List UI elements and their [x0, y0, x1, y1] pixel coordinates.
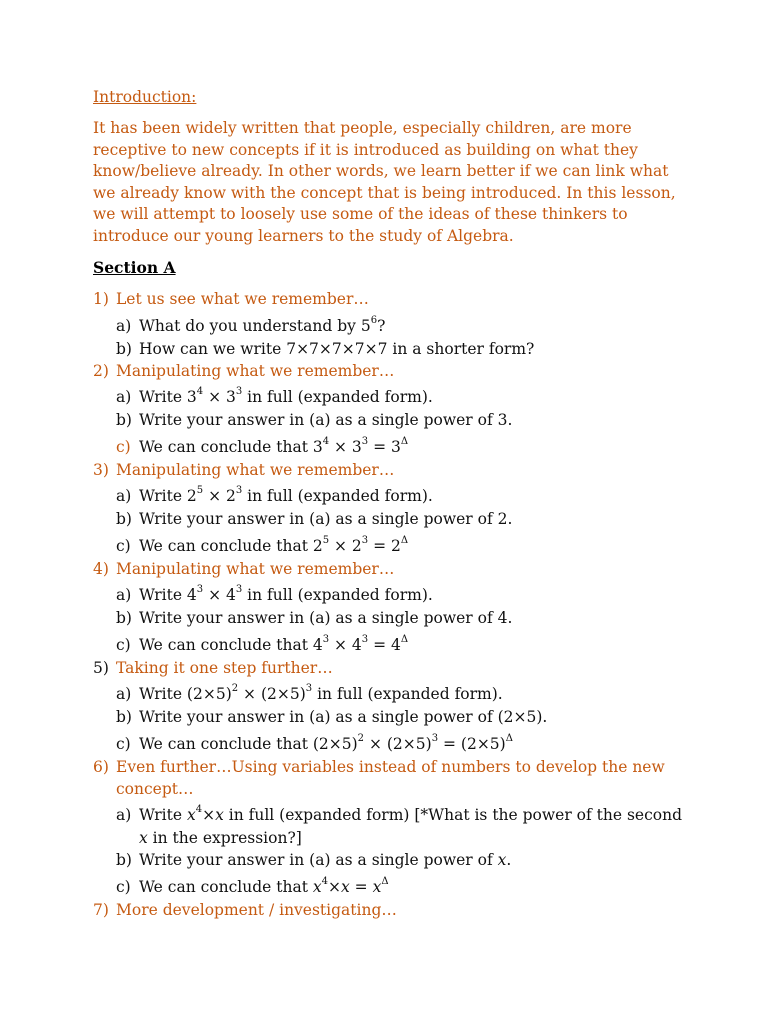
item-heading: More development / investigating…: [116, 901, 397, 919]
sub-text: Write your answer in (a) as a single power of 4.: [139, 609, 513, 627]
section-a-title: Section A: [93, 258, 176, 277]
sub-text: We can conclude that $3^4 \times 3^3 = 3^\Delta$: [139, 435, 409, 456]
item-number: 6): [93, 758, 109, 776]
sub-text: Write your answer in (a) as a single power of 2.: [139, 510, 513, 528]
sub-text: Write $x^4\times x$ in full (expanded form) [*What is the power of the second: [139, 803, 683, 824]
sub-text: We can conclude that $(2\times 5)^2 \times (2\times 5)^3 = (2\times 5)^\Delta$: [139, 732, 513, 753]
sub-label: b): [116, 340, 132, 358]
item-heading-continued: concept…: [116, 780, 194, 798]
item-heading: Manipulating what we remember…: [116, 560, 395, 578]
sub-label: c): [116, 438, 131, 456]
item-number: 5): [93, 659, 109, 677]
item-heading: Manipulating what we remember…: [116, 461, 395, 479]
sub-label: a): [116, 806, 132, 824]
sub-text: Write your answer in (a) as a single power of (2×5).: [139, 708, 548, 726]
sub-label: a): [116, 388, 132, 406]
sub-text: What do you understand by $5^6$?: [139, 314, 386, 335]
item-number: 3): [93, 461, 109, 479]
introduction-paragraph: It has been widely written that people, especially children, are more receptive to new concepts if it is introduced as building on what they know/believe already. In other words, we learn better if we can link what we already know with the concept that is being introduced. In this lesson, we will attempt to loosely use some of the ideas of these thinkers to introduce our young learners to the study of Algebra.: [93, 119, 676, 245]
item-number: 7): [93, 901, 109, 919]
sub-label: b): [116, 851, 132, 869]
sub-text: We can conclude that $x^4\times x = x^\Delta$: [139, 875, 389, 896]
item-number: 1): [93, 290, 109, 308]
sub-label: a): [116, 586, 132, 604]
item-heading: Manipulating what we remember…: [116, 362, 395, 380]
item-number: 4): [93, 560, 109, 578]
sub-text: How can we write 7×7×7×7×7 in a shorter form?: [139, 340, 535, 358]
sub-text: We can conclude that $4^3 \times 4^3 = 4^\Delta$: [139, 633, 409, 654]
sub-label: b): [116, 708, 132, 726]
sub-label: c): [116, 636, 131, 654]
sub-label: b): [116, 411, 132, 429]
sub-label: a): [116, 685, 132, 703]
item-number: 2): [93, 362, 109, 380]
introduction-heading: Introduction:: [93, 88, 197, 106]
sub-text: Write $3^4 \times 3^3$ in full (expanded form).: [139, 385, 433, 406]
sub-label: b): [116, 609, 132, 627]
item-heading: Let us see what we remember…: [116, 290, 369, 308]
sub-label: a): [116, 317, 132, 335]
sub-text: Write $4^3 \times 4^3$ in full (expanded form).: [139, 583, 433, 604]
sub-text: Write $(2\times 5)^2 \times (2\times 5)^3$ in full (expanded form).: [139, 682, 503, 703]
sub-label: a): [116, 487, 132, 505]
sub-label: c): [116, 537, 131, 555]
item-heading: Even further…Using variables instead of numbers to develop the new: [116, 758, 665, 776]
sub-text: Write your answer in (a) as a single power of x.: [139, 851, 512, 869]
item-heading: Taking it one step further…: [116, 659, 333, 677]
sub-label: c): [116, 735, 131, 753]
sub-text: Write your answer in (a) as a single power of 3.: [139, 411, 513, 429]
sub-label: c): [116, 878, 131, 896]
sub-text: We can conclude that $2^5 \times 2^3 = 2^\Delta$: [139, 534, 409, 555]
sub-label: b): [116, 510, 132, 528]
sub-text: Write $2^5 \times 2^3$ in full (expanded form).: [139, 484, 433, 505]
sub-text-continued: x in the expression?]: [139, 829, 302, 847]
